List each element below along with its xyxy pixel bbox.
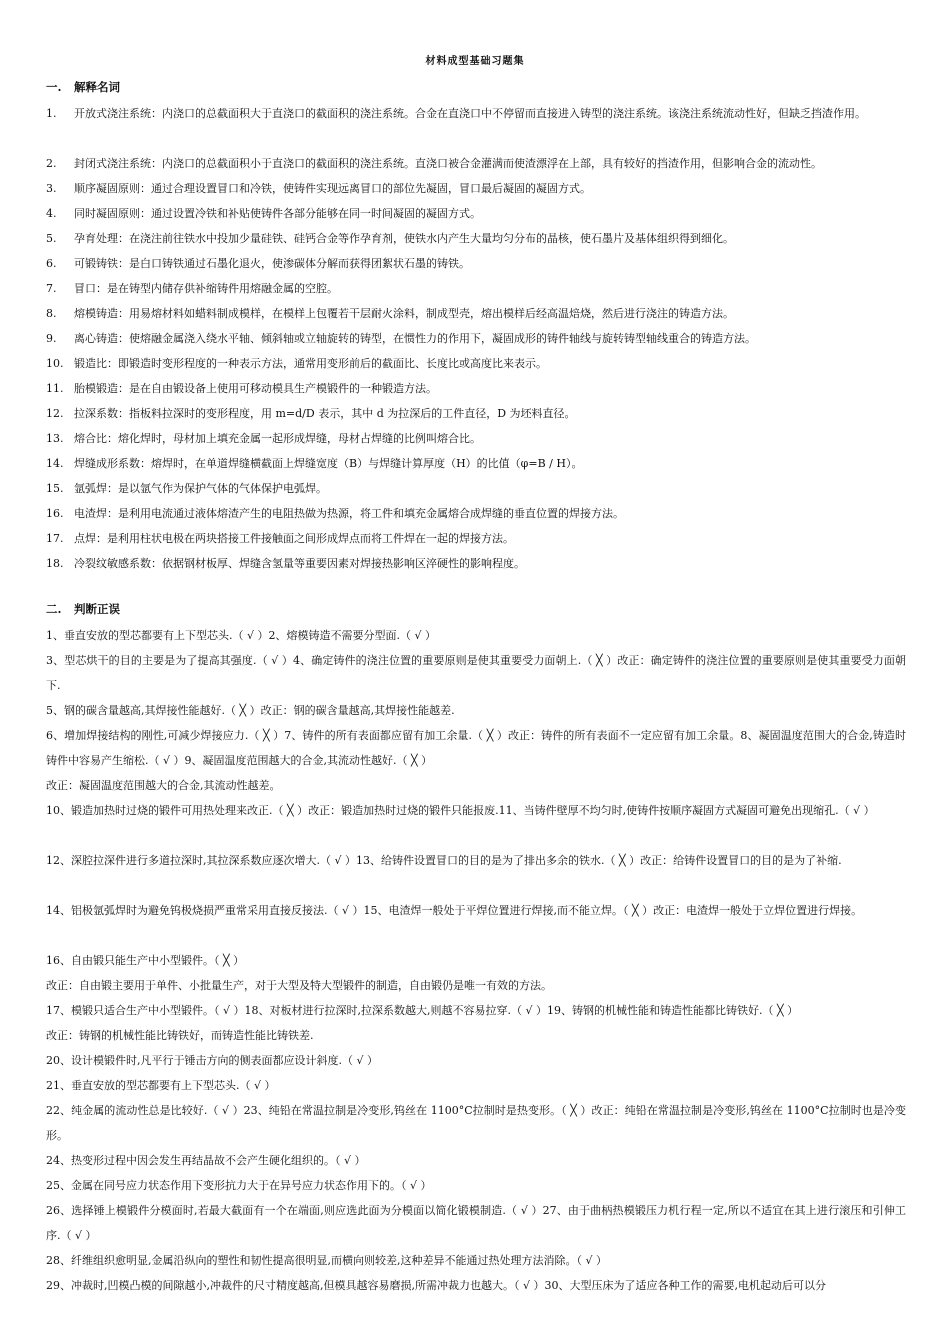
definition-text: 拉深系数：指板料拉深时的变形程度，用 m=d/D 表示，其中 d 为拉深后的工件直径，D 为坯料直径。 (74, 407, 576, 420)
definition-number: 14. (46, 457, 64, 470)
definition-number: 6. (46, 257, 57, 270)
definition-text: 胎模锻造：是在自由锻设备上使用可移动模具生产模锻件的一种锻造方法。 (74, 382, 437, 395)
definition-number: 8. (46, 307, 57, 320)
definition-text: 熔合比：熔化焊时，母材加上填充金属一起形成焊缝，母材占焊缝的比例叫熔合比。 (74, 432, 481, 445)
section-2-number: 二. (46, 602, 62, 616)
judgement-paragraph: 29、冲裁时,凹模凸模的间隙越小,冲裁件的尺寸精度越高,但模具越容易磨损,所需冲裁力也越大。（ √ ）30、大型压床为了适应各种工作的需要,电机起动后可以分 (46, 1279, 826, 1292)
definition-text: 氩弧焊：是以氩气作为保护气体的气体保护电弧焊。 (74, 482, 327, 495)
judgement-paragraph: 12、深腔拉深件进行多道拉深时,其拉深系数应逐次增大.（ √ ）13、给铸件设置冒口的目的是为了排出多余的铁水.（ ╳ ）改正：给铸件设置冒口的目的是为了补缩. (46, 854, 842, 867)
judgement-paragraph: 17、模锻只适合生产中小型锻件。（ √ ）18、对板材进行拉深时,拉深系数越大,则越不容易拉穿.（ √ ）19、铸钢的机械性能和铸造性能都比铸铁好.（ ╳ ） (46, 1004, 799, 1017)
section-2-title: 判断正误 (74, 602, 120, 616)
section-1-title: 解释名词 (74, 80, 120, 94)
definition-number: 4. (46, 207, 57, 220)
definition-text: 可锻铸铁：是白口铸铁通过石墨化退火，使渗碳体分解而获得团絮状石墨的铸铁。 (74, 257, 470, 270)
definition-number: 12. (46, 407, 64, 420)
judgement-paragraph: 25、金属在同号应力状态作用下变形抗力大于在异号应力状态作用下的。（ √ ） (46, 1179, 432, 1192)
definition-number: 3. (46, 182, 57, 195)
definition-number: 16. (46, 507, 64, 520)
definition-number: 17. (46, 532, 64, 545)
definition-number: 13. (46, 432, 64, 445)
judgement-paragraph: 16、自由锻只能生产中小型锻件。（ ╳ ） (46, 954, 245, 967)
document-title: 材料成型基础习题集 (425, 56, 525, 67)
judgement-paragraph: 24、热变形过程中因会发生再结晶故不会产生硬化组织的。（ √ ） (46, 1154, 366, 1167)
definition-number: 5. (46, 232, 57, 245)
judgement-paragraph: 3、型芯烘干的目的主要是为了提高其强度.（ √ ）4、确定铸件的浇注位置的重要原则是使其重要受力面朝上.（ ╳ ）改正：确定铸件的浇注位置的重要原则是使其重要受力面朝下. (46, 654, 906, 692)
definition-number: 7. (46, 282, 57, 295)
definition-text: 锻造比：即锻造时变形程度的一种表示方法，通常用变形前后的截面比、长度比或高度比来表示。 (74, 357, 547, 370)
definition-text: 同时凝固原则：通过设置冷铁和补贴使铸件各部分能够在同一时间凝固的凝固方式。 (74, 207, 481, 220)
definition-text: 封闭式浇注系统：内浇口的总截面积小于直浇口的截面积的浇注系统。直浇口被合金灌满而使渣漂浮在上部，具有较好的挡渣作用，但影响合金的流动性。 (74, 157, 822, 170)
judgement-paragraph: 6、增加焊接结构的刚性,可减少焊接应力.（ ╳ ）7、铸件的所有表面都应留有加工余量.（ ╳ ）改正：铸件的所有表面不一定应留有加工余量。8、凝固温度范围大的合金,铸造时铸件中容易产生缩松.（ √ ）9、凝固温度范围越大的合金,其流动性越好.（ ╳ ） (46, 729, 906, 767)
judgement-paragraph: 改正：铸钢的机械性能比铸铁好，而铸造性能比铸铁差. (46, 1029, 314, 1042)
judgement-paragraph: 14、铝极氩弧焊时为避免钨极烧损严重常采用直接反接法.（ √ ）15、电渣焊一般处于平焊位置进行焊接,而不能立焊。（ ╳ ）改正：电渣焊一般处于立焊位置进行焊接。 (46, 904, 863, 917)
definition-text: 开放式浇注系统：内浇口的总截面积大于直浇口的截面积的浇注系统。合金在直浇口中不停留而直接进入铸型的浇注系统。该浇注系统流动性好，但缺乏挡渣作用。 (74, 107, 866, 120)
definition-number: 15. (46, 482, 64, 495)
definition-text: 焊缝成形系数：熔焊时，在单道焊缝横截面上焊缝宽度（B）与焊缝计算厚度（H）的比值（φ=B / H）。 (74, 457, 583, 470)
judgement-paragraph: 21、垂直安放的型芯都要有上下型芯头.（ √ ） (46, 1079, 276, 1092)
judgement-paragraph: 10、锻造加热时过烧的锻件可用热处理来改正.（ ╳ ）改正：锻造加热时过烧的锻件只能报废.11、当铸件壁厚不均匀时,使铸件按顺序凝固方式凝固可避免出现缩孔.（ √ ） (46, 804, 875, 817)
definition-text: 点焊：是利用柱状电极在两块搭接工件接触面之间形成焊点而将工件焊在一起的焊接方法。 (74, 532, 514, 545)
judgement-paragraph: 28、纤维组织愈明显,金属沿纵向的塑性和韧性提高很明显,而横向则较差,这种差异不能通过热处理方法消除。（ √ ） (46, 1254, 607, 1267)
definition-number: 11. (46, 382, 64, 395)
judgement-paragraph: 26、选择锤上模锻件分模面时,若最大截面有一个在端面,则应选此面为分模面以简化锻模制造.（ √ ）27、由于曲柄热模锻压力机行程一定,所以不适宜在其上进行滚压和引伸工序.（ √ ） (46, 1204, 906, 1242)
definition-text: 冒口：是在铸型内储存供补缩铸件用熔融金属的空腔。 (74, 282, 338, 295)
definition-text: 离心铸造：使熔融金属浇入绕水平轴、倾斜轴或立轴旋转的铸型，在惯性力的作用下，凝固成形的铸件轴线与旋转铸型轴线重合的铸造方法。 (74, 332, 756, 345)
definition-number: 18. (46, 557, 64, 570)
definition-text: 熔模铸造：用易熔材料如蜡料制成模样，在模样上包覆若干层耐火涂料，制成型壳，熔出模样后经高温焙烧，然后进行浇注的铸造方法。 (74, 307, 734, 320)
definition-text: 电渣焊：是利用电流通过液体熔渣产生的电阻热做为热源，将工件和填充金属熔合成焊缝的垂直位置的焊接方法。 (74, 507, 624, 520)
definition-text: 孕育处理：在浇注前往铁水中投加少量硅铁、硅钙合金等作孕育剂，使铁水内产生大量均匀分布的晶核，使石墨片及基体组织得到细化。 (74, 232, 734, 245)
definition-text: 顺序凝固原则：通过合理设置冒口和冷铁，使铸件实现远离冒口的部位先凝固，冒口最后凝固的凝固方式。 (74, 182, 591, 195)
definition-text: 冷裂纹敏感系数：依据钢材板厚、焊缝含氢量等重要因素对焊接热影响区淬硬性的影响程度。 (74, 557, 525, 570)
section-1-number: 一. (46, 80, 62, 94)
section-1-heading (46, 79, 120, 95)
definition-number: 10. (46, 357, 64, 370)
section-2-heading (46, 601, 120, 617)
judgement-paragraph: 22、纯金属的流动性总是比较好.（ √ ）23、纯铅在常温拉制是冷变形,钨丝在 1100°C拉制时是热变形。（ ╳ ）改正：纯铅在常温拉制是冷变形,钨丝在 1100°C拉制时也是冷变形。 (46, 1104, 906, 1142)
judgement-paragraph: 20、设计模锻件时,凡平行于锤击方向的侧表面都应设计斜度.（ √ ） (46, 1054, 378, 1067)
judgement-paragraph: 1、垂直安放的型芯都要有上下型芯头.（ √ ）2、熔模铸造不需要分型面.（ √ ） (46, 629, 436, 642)
definition-number: 9. (46, 332, 57, 345)
definition-number: 2. (46, 157, 57, 170)
judgement-paragraph: 改正：自由锻主要用于单件、小批量生产，对于大型及特大型锻件的制造，自由锻仍是唯一有效的方法。 (46, 979, 552, 992)
judgement-paragraph: 5、钢的碳含量越高,其焊接性能越好.（ ╳ ）改正：钢的碳含量越高,其焊接性能越差. (46, 704, 455, 717)
definition-number: 1. (46, 107, 57, 120)
judgement-paragraph: 改正：凝固温度范围越大的合金,其流动性越差。 (46, 779, 281, 792)
